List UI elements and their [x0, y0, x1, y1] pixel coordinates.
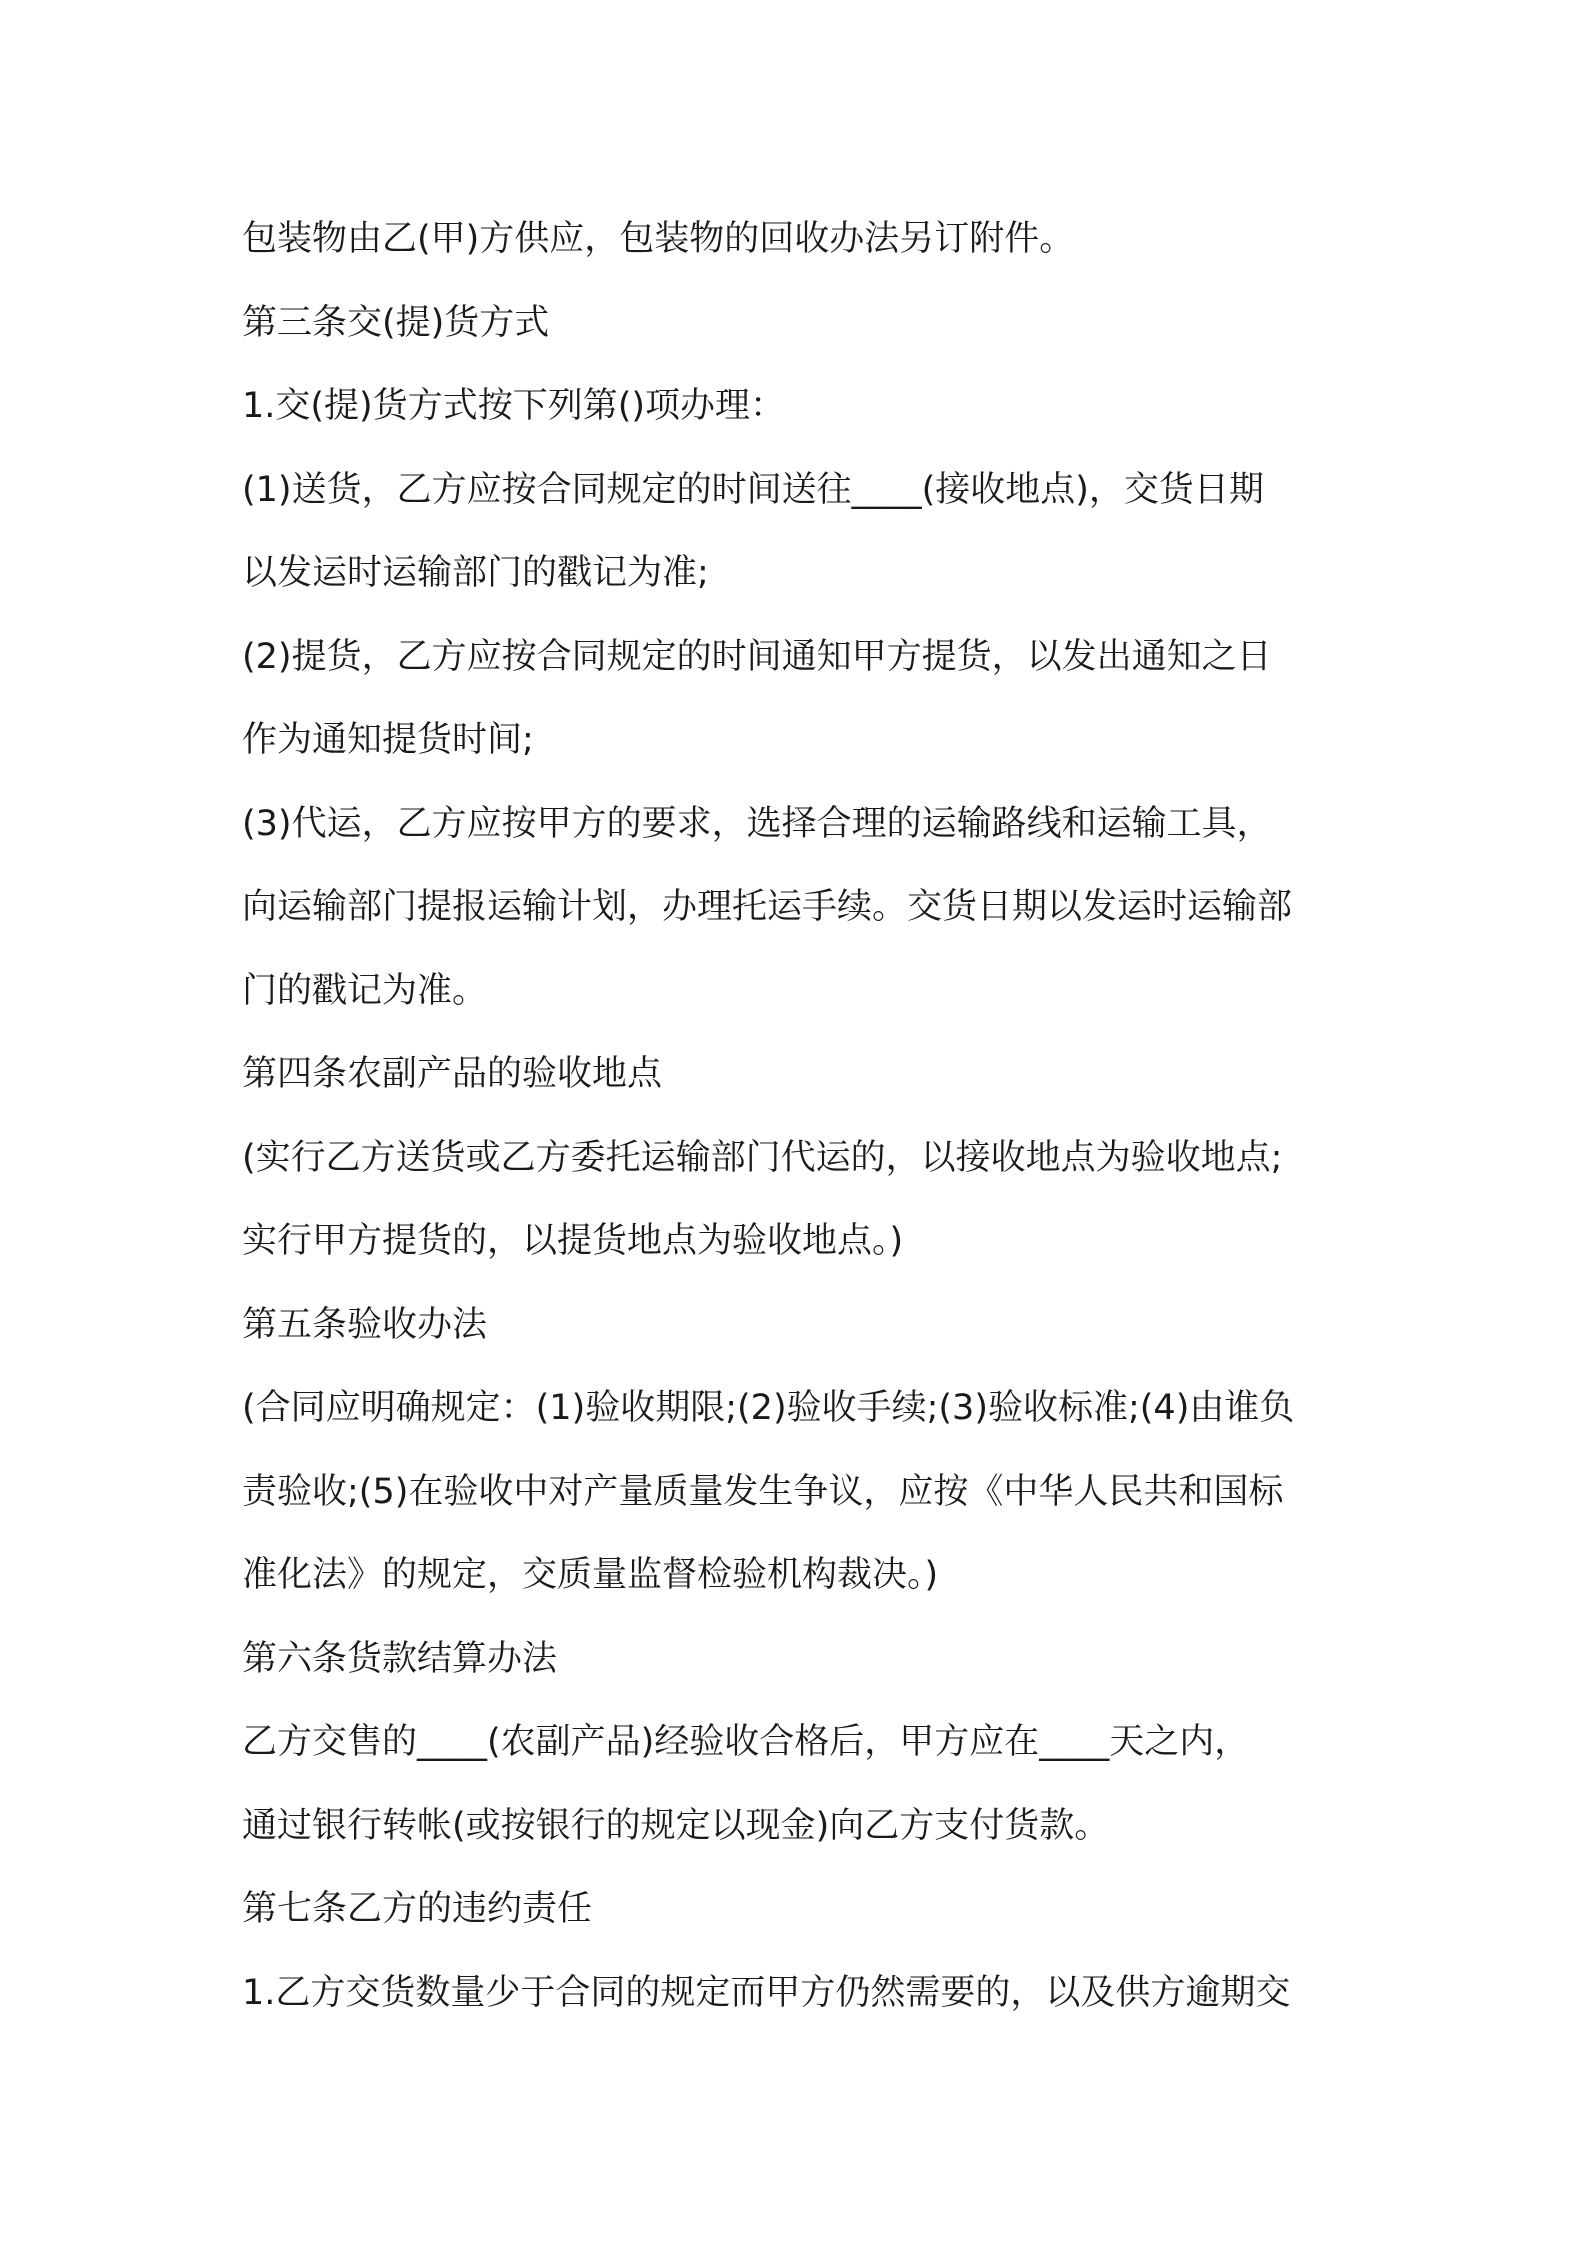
text-line: 包装物由乙(甲)方供应，包装物的回收办法另订附件。 [242, 219, 1075, 259]
text-line: (实行乙方送货或乙方委托运输部门代运的，以接收地点为验收地点; [242, 1137, 1283, 1178]
section-heading: 第六条货款结算办法 [242, 1638, 558, 1679]
text-line: 准化法》的规定，交质量监督检验机构裁决。) [242, 1555, 939, 1595]
text-line: 作为通知提货时间; [242, 720, 534, 760]
text-line: 1.乙方交货数量少于合同的规定而甲方仍然需要的，以及供方逾期交 [242, 1972, 1291, 2013]
text-line: 通过银行转帐(或按银行的规定以现金)向乙方支付货款。 [242, 1805, 1110, 1846]
text-line: 向运输部门提报运输计划，办理托运手续。交货日期以发运时运输部 [242, 887, 1293, 927]
text-line: 门的戳记为准。 [242, 970, 488, 1011]
text-line: (合同应明确规定：(1)验收期限;(2)验收手续;(3)验收标准;(4)由谁负 [242, 1388, 1295, 1428]
text-line: 以发运时运输部门的戳记为准; [242, 553, 709, 593]
section-heading: 第四条农副产品的验收地点 [242, 1054, 663, 1094]
section-heading: 第三条交(提)货方式 [242, 302, 550, 343]
section-heading: 第七条乙方的违约责任 [242, 1889, 593, 1929]
text-line: 责验收;(5)在验收中对产量质量发生争议，应按《中华人民共和国标 [242, 1471, 1284, 1512]
text-line: (3)代运，乙方应按甲方的要求，选择合理的运输路线和运输工具， [242, 803, 1272, 844]
text-line: 实行甲方提货的，以提货地点为验收地点。) [242, 1221, 904, 1261]
text-line: (1)送货，乙方应按合同规定的时间送往____(接收地点)，交货日期 [242, 469, 1264, 510]
text-line: 1.交(提)货方式按下列第()项办理： [242, 386, 786, 426]
section-heading: 第五条验收办法 [242, 1304, 488, 1345]
text-line: 乙方交售的____(农副产品)经验收合格后，甲方应在____天之内， [242, 1722, 1250, 1762]
text-line: (2)提货，乙方应按合同规定的时间通知甲方提货，以发出通知之日 [242, 636, 1272, 677]
document-body [242, 198, 1362, 2035]
